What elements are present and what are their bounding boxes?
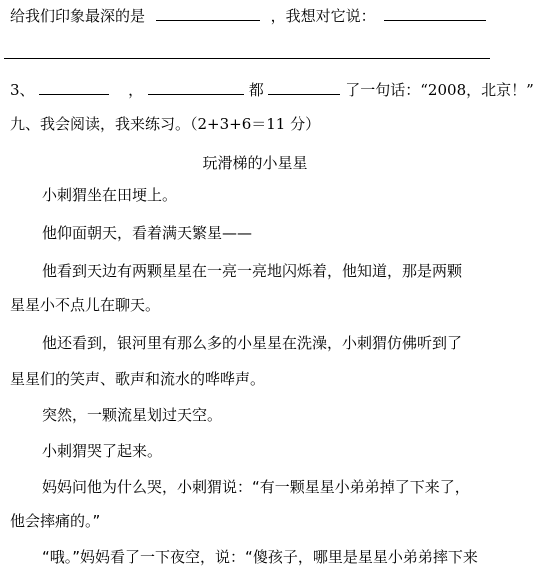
answer-blank[interactable] [268, 80, 340, 95]
story-title: 玩滑梯的小星星 [202, 154, 308, 172]
question-dou: 都 [248, 81, 264, 99]
story-line: 星星们的笑声、歌声和流水的哗哗声。 [10, 370, 266, 388]
story-line: 小刺猬哭了起来。 [42, 442, 163, 460]
question-text-1: 给我们印象最深的是 [10, 7, 146, 25]
answer-blank[interactable] [384, 6, 486, 21]
answer-line[interactable] [4, 58, 490, 59]
story-line: 他还看到，银河里有那么多的小星星在洗澡，小刺猬仿佛听到了 [42, 334, 463, 352]
question-text: 了一句话：“2008，北京！” [345, 81, 534, 99]
story-line: 他仰面朝天，看着满天繁星—— [42, 224, 253, 242]
story-line: 他看到天边有两颗星星在一亮一亮地闪烁着，他知道，那是两颗 [42, 262, 463, 280]
story-line: 星星小不点儿在聊天。 [10, 296, 161, 314]
question-number: 3、 [10, 81, 35, 99]
story-line: 小刺猬坐在田埂上。 [42, 186, 178, 204]
story-line: 突然，一颗流星划过天空。 [42, 406, 223, 424]
question-line-impression [10, 6, 486, 26]
answer-blank[interactable] [156, 6, 260, 21]
story-line: 他会摔痛的。” [10, 512, 101, 530]
answer-blank[interactable] [148, 80, 244, 95]
question-3 [10, 80, 534, 100]
question-text-2: ，我想对它说： [270, 7, 376, 25]
answer-blank[interactable] [39, 80, 109, 95]
story-line: 妈妈问他为什么哭，小刺猬说：“有一颗星星小弟弟掉了下来了， [42, 478, 470, 496]
story-line: “哦。”妈妈看了一下夜空，说：“傻孩子，哪里是星星小弟弟摔下来 [42, 548, 478, 566]
section-heading: 九、我会阅读，我来练习。（2+3+6＝11 分） [10, 115, 321, 133]
question-comma: ， [128, 81, 144, 99]
